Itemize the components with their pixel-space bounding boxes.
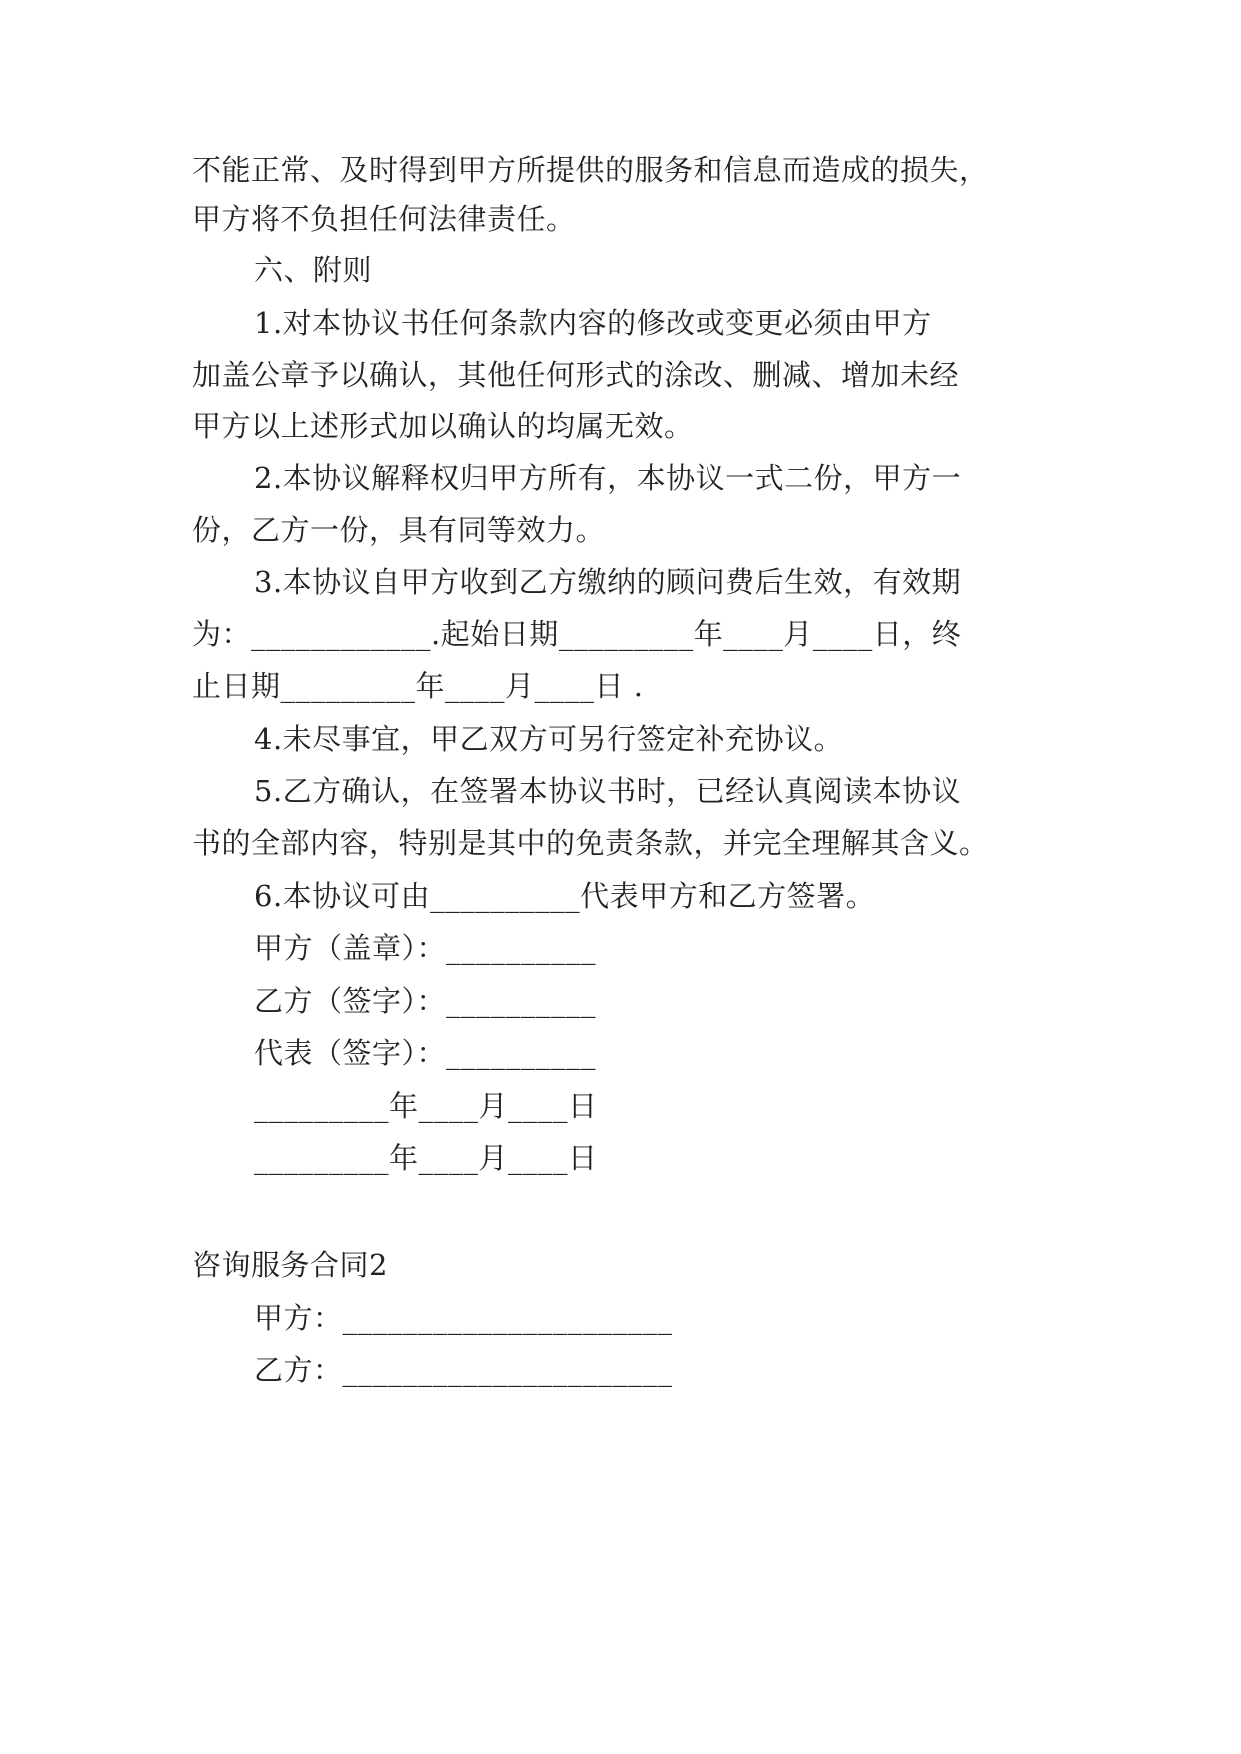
clause-6: 6.本协议可由__________代表甲方和乙方签署。 — [254, 879, 876, 913]
clause-3: 3.本协议自甲方收到乙方缴纳的顾问费后生效，有效期 — [254, 565, 962, 599]
party-b-signature-field: 乙方（签字）：__________ — [254, 984, 597, 1018]
text-line: 止日期_________年____月____日 . — [192, 669, 644, 703]
text-line: 加盖公章予以确认，其他任何形式的涂改、删减、增加未经 — [192, 358, 960, 392]
clause-1: 1.对本协议书任何条款内容的修改或变更必须由甲方 — [254, 306, 932, 340]
date-field: _________年____月____日 — [254, 1141, 598, 1175]
clause-5: 5.乙方确认，在签署本协议书时，已经认真阅读本协议 — [254, 774, 962, 808]
contract-title: 咨询服务合同2 — [192, 1248, 388, 1282]
party-b-field: 乙方：______________________ — [254, 1353, 673, 1387]
text-line: 甲方将不负担任何法律责任。 — [192, 202, 576, 236]
party-a-field: 甲方：______________________ — [254, 1301, 673, 1335]
section-heading: 六、附则 — [254, 253, 373, 287]
party-a-seal-field: 甲方（盖章）：__________ — [254, 931, 597, 965]
text-line: 书的全部内容，特别是其中的免责条款，并完全理解其含义。 — [192, 826, 989, 860]
date-field: _________年____月____日 — [254, 1089, 598, 1123]
clause-4: 4.未尽事宜，甲乙双方可另行签定补充协议。 — [254, 722, 844, 756]
clause-2: 2.本协议解释权归甲方所有，本协议一式二份，甲方一 — [254, 461, 962, 495]
text-line: 甲方以上述形式加以确认的均属无效。 — [192, 409, 694, 443]
text-line: 不能正常、及时得到甲方所提供的服务和信息而造成的损失， — [192, 153, 989, 187]
text-line: 份，乙方一份，具有同等效力。 — [192, 513, 606, 547]
representative-signature-field: 代表（签字）：__________ — [254, 1036, 597, 1070]
text-line: 为：____________.起始日期_________年____月____日，终 — [192, 617, 962, 651]
